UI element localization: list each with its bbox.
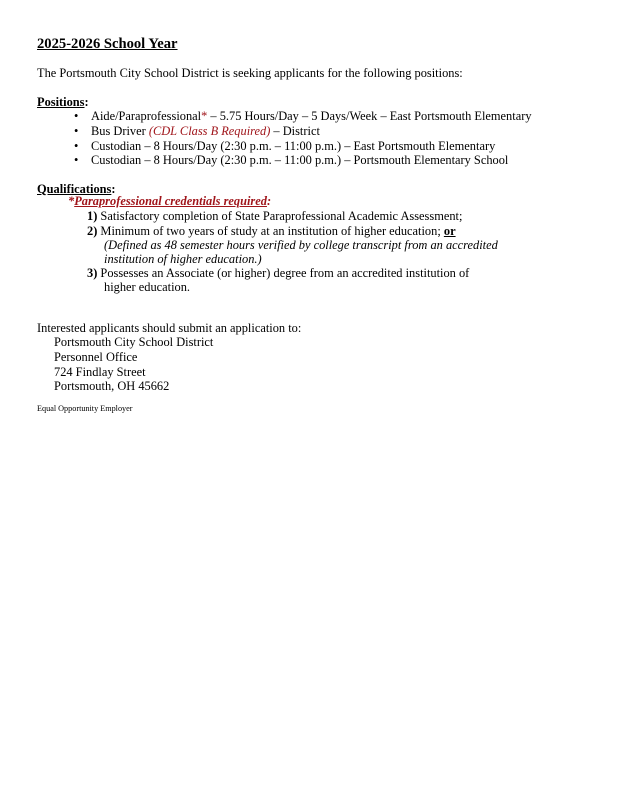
qualifications-heading-colon: : — [111, 182, 116, 196]
address-line: Portsmouth, OH 45662 — [54, 379, 170, 394]
equal-opportunity-footer: Equal Opportunity Employer — [37, 404, 133, 413]
asterisk-mark: * — [201, 109, 208, 123]
positions-heading-colon: : — [84, 95, 89, 109]
bullet-icon: • — [74, 123, 79, 138]
credentials-required — [68, 194, 271, 209]
position-title: Bus Driver — [91, 123, 149, 138]
address-line: 724 Findlay Street — [54, 364, 146, 379]
credentials-colon: : — [266, 194, 272, 208]
qualification-item — [87, 224, 456, 239]
list-item — [74, 109, 532, 124]
or-word: or — [443, 224, 456, 238]
list-item — [74, 124, 532, 139]
qualifications-heading-label: Qualifications — [37, 182, 112, 196]
qualification-text: Minimum of two years of study at an institution of higher education; — [97, 224, 444, 238]
position-title: Custodian – 8 Hours/Day (2:30 p.m. – 11:00 p.m.) – East Portsmouth Elementary — [91, 138, 496, 153]
position-title: Aide/Paraprofessional — [91, 109, 202, 123]
address-line: Portsmouth City School District — [54, 335, 214, 349]
credentials-asterisk: * — [68, 194, 75, 208]
bullet-icon: • — [74, 153, 79, 168]
qualification-note: institution of higher education.) — [104, 252, 262, 266]
qualification-item — [87, 266, 469, 281]
apply-instructions: Interested applicants should submit an application to: — [37, 321, 302, 335]
qualification-number: 1) — [87, 209, 98, 223]
position-title: Custodian – 8 Hours/Day (2:30 p.m. – 11:00 p.m.) – Portsmouth Elementary School — [91, 153, 509, 168]
position-details: – District — [270, 123, 320, 138]
qualification-number: 2) — [87, 224, 98, 238]
address-line: Personnel Office — [54, 349, 138, 364]
positions-heading-label: Positions — [37, 95, 85, 109]
bullet-icon: • — [74, 109, 79, 123]
positions-heading — [37, 95, 89, 110]
qualification-continuation: higher education. — [104, 280, 191, 294]
bullet-icon: • — [74, 138, 79, 153]
position-details: – 5.75 Hours/Day – 5 Days/Week – East Portsmouth Elementary — [207, 109, 532, 123]
qualification-number: 3) — [87, 266, 98, 280]
list-item — [74, 153, 532, 168]
list-item — [74, 139, 532, 154]
intro-text: The Portsmouth City School District is seeking applicants for the following positions: — [37, 66, 463, 80]
document-title: 2025-2026 School Year — [37, 36, 178, 52]
mailing-address — [54, 335, 213, 394]
positions-list — [74, 109, 532, 168]
position-requirement-note: (CDL Class B Required) — [148, 123, 271, 138]
credentials-text: Paraprofessional credentials required — [74, 194, 267, 208]
qualification-text: Satisfactory completion of State Paraprofessional Academic Assessment; — [97, 209, 463, 223]
qualification-note: (Defined as 48 semester hours verified by college transcript from an accredited — [104, 238, 498, 252]
qualification-text: Possesses an Associate (or higher) degree from an accredited institution of — [97, 266, 470, 280]
qualification-item — [87, 209, 462, 224]
